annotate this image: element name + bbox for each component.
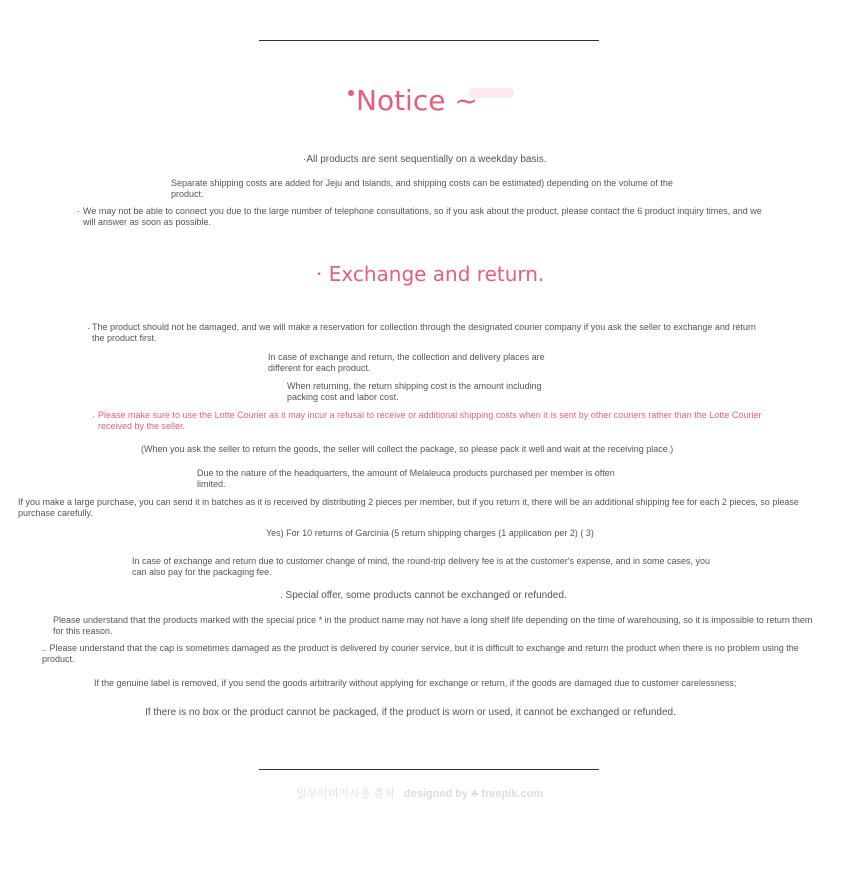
notice-item: ·All products are sent sequentially on a weekday basis. [303,154,547,165]
exchange-item: . Special offer, some products cannot be exchanged or refunded. [280,590,567,601]
top-divider [259,40,599,41]
exchange-item: .. Please understand that the cap is sometimes damaged as the product is delivered by courier service, but it is difficult to exchange and return the product when there is no problem using the product. [42,643,799,664]
exchange-item: If you make a large purchase, you can send it in batches as it is received by distributing 2 pieces per member, but if you return it, there will be an additional shipping fee for each 2 pieces, so please purchase carefully. [18,497,799,518]
notice-item: Separate shipping costs are added for Jeju and Islands, and shipping costs can be estimated) depending on the volume of the product. [171,178,673,199]
exchange-item: Please understand that the products marked with the special price * in the product name may not have a long shelf life depending on the time of warehousing, so it is impossible to return them for this reason. [53,615,813,636]
exchange-item: In case of exchange and return, the collection and delivery places are different for each product. [268,352,545,373]
exchange-item: The product should not be damaged, and we will make a reservation for collection through the designated courier company if you ask the seller to exchange and return the product first. [92,322,756,343]
exchange-item: When returning, the return shipping cost is the amount including packing cost and labor cost. [287,381,542,402]
exchange-item: Yes) For 10 returns of Garcinia (5 return shipping charges (1 application per 2) ( 3) [266,528,594,538]
exchange-item: If there is no box or the product cannot be packaged, if the product is worn or used, it cannot be exchanged or refunded. [145,707,676,718]
credit-korean: 일부이미지사용 출처 [296,788,395,800]
exchange-item: · [87,323,90,333]
exchange-item: If the genuine label is removed, if you send the goods arbitrarily without applying for exchange or return, if the goods are damaged due to customer carelessness; [94,678,737,688]
exchange-heading: · Exchange and return. [316,262,545,286]
exchange-item-highlight: Please make sure to use the Lotte Courier as it may incur a refusal to receive or additional shipping costs when it is sent by other couriers rather than the Lotte Courier received by the seller. [98,410,762,431]
bottom-divider [259,769,599,770]
exchange-item: (When you ask the seller to return the goods, the seller will collect the package, so please pack it well and wait at the receiving place.) [141,444,674,454]
decorative-dot [348,90,354,96]
notice-item: · [77,206,80,216]
exchange-item: Due to the nature of the headquarters, the amount of Melaleuca products purchased per member is often limited. [197,468,615,489]
image-credit [296,785,543,801]
exchange-item: · [92,411,95,421]
credit-brand: freepik.com [481,788,544,800]
notice-item: We may not be able to connect you due to the large number of telephone consultations, so if you ask about the product, please contact the 6 product inquiry times, and we will answer as soon as possible. [83,206,762,227]
credit-designed-by: designed by [403,788,469,800]
exchange-item: In case of exchange and return due to customer change of mind, the round-trip delivery fee is at the customer's expense, and in some cases, you can also pay for the packaging fee. [132,556,711,577]
notice-heading: Notice ~ [356,84,478,117]
freepik-icon: ♣ [471,788,479,800]
